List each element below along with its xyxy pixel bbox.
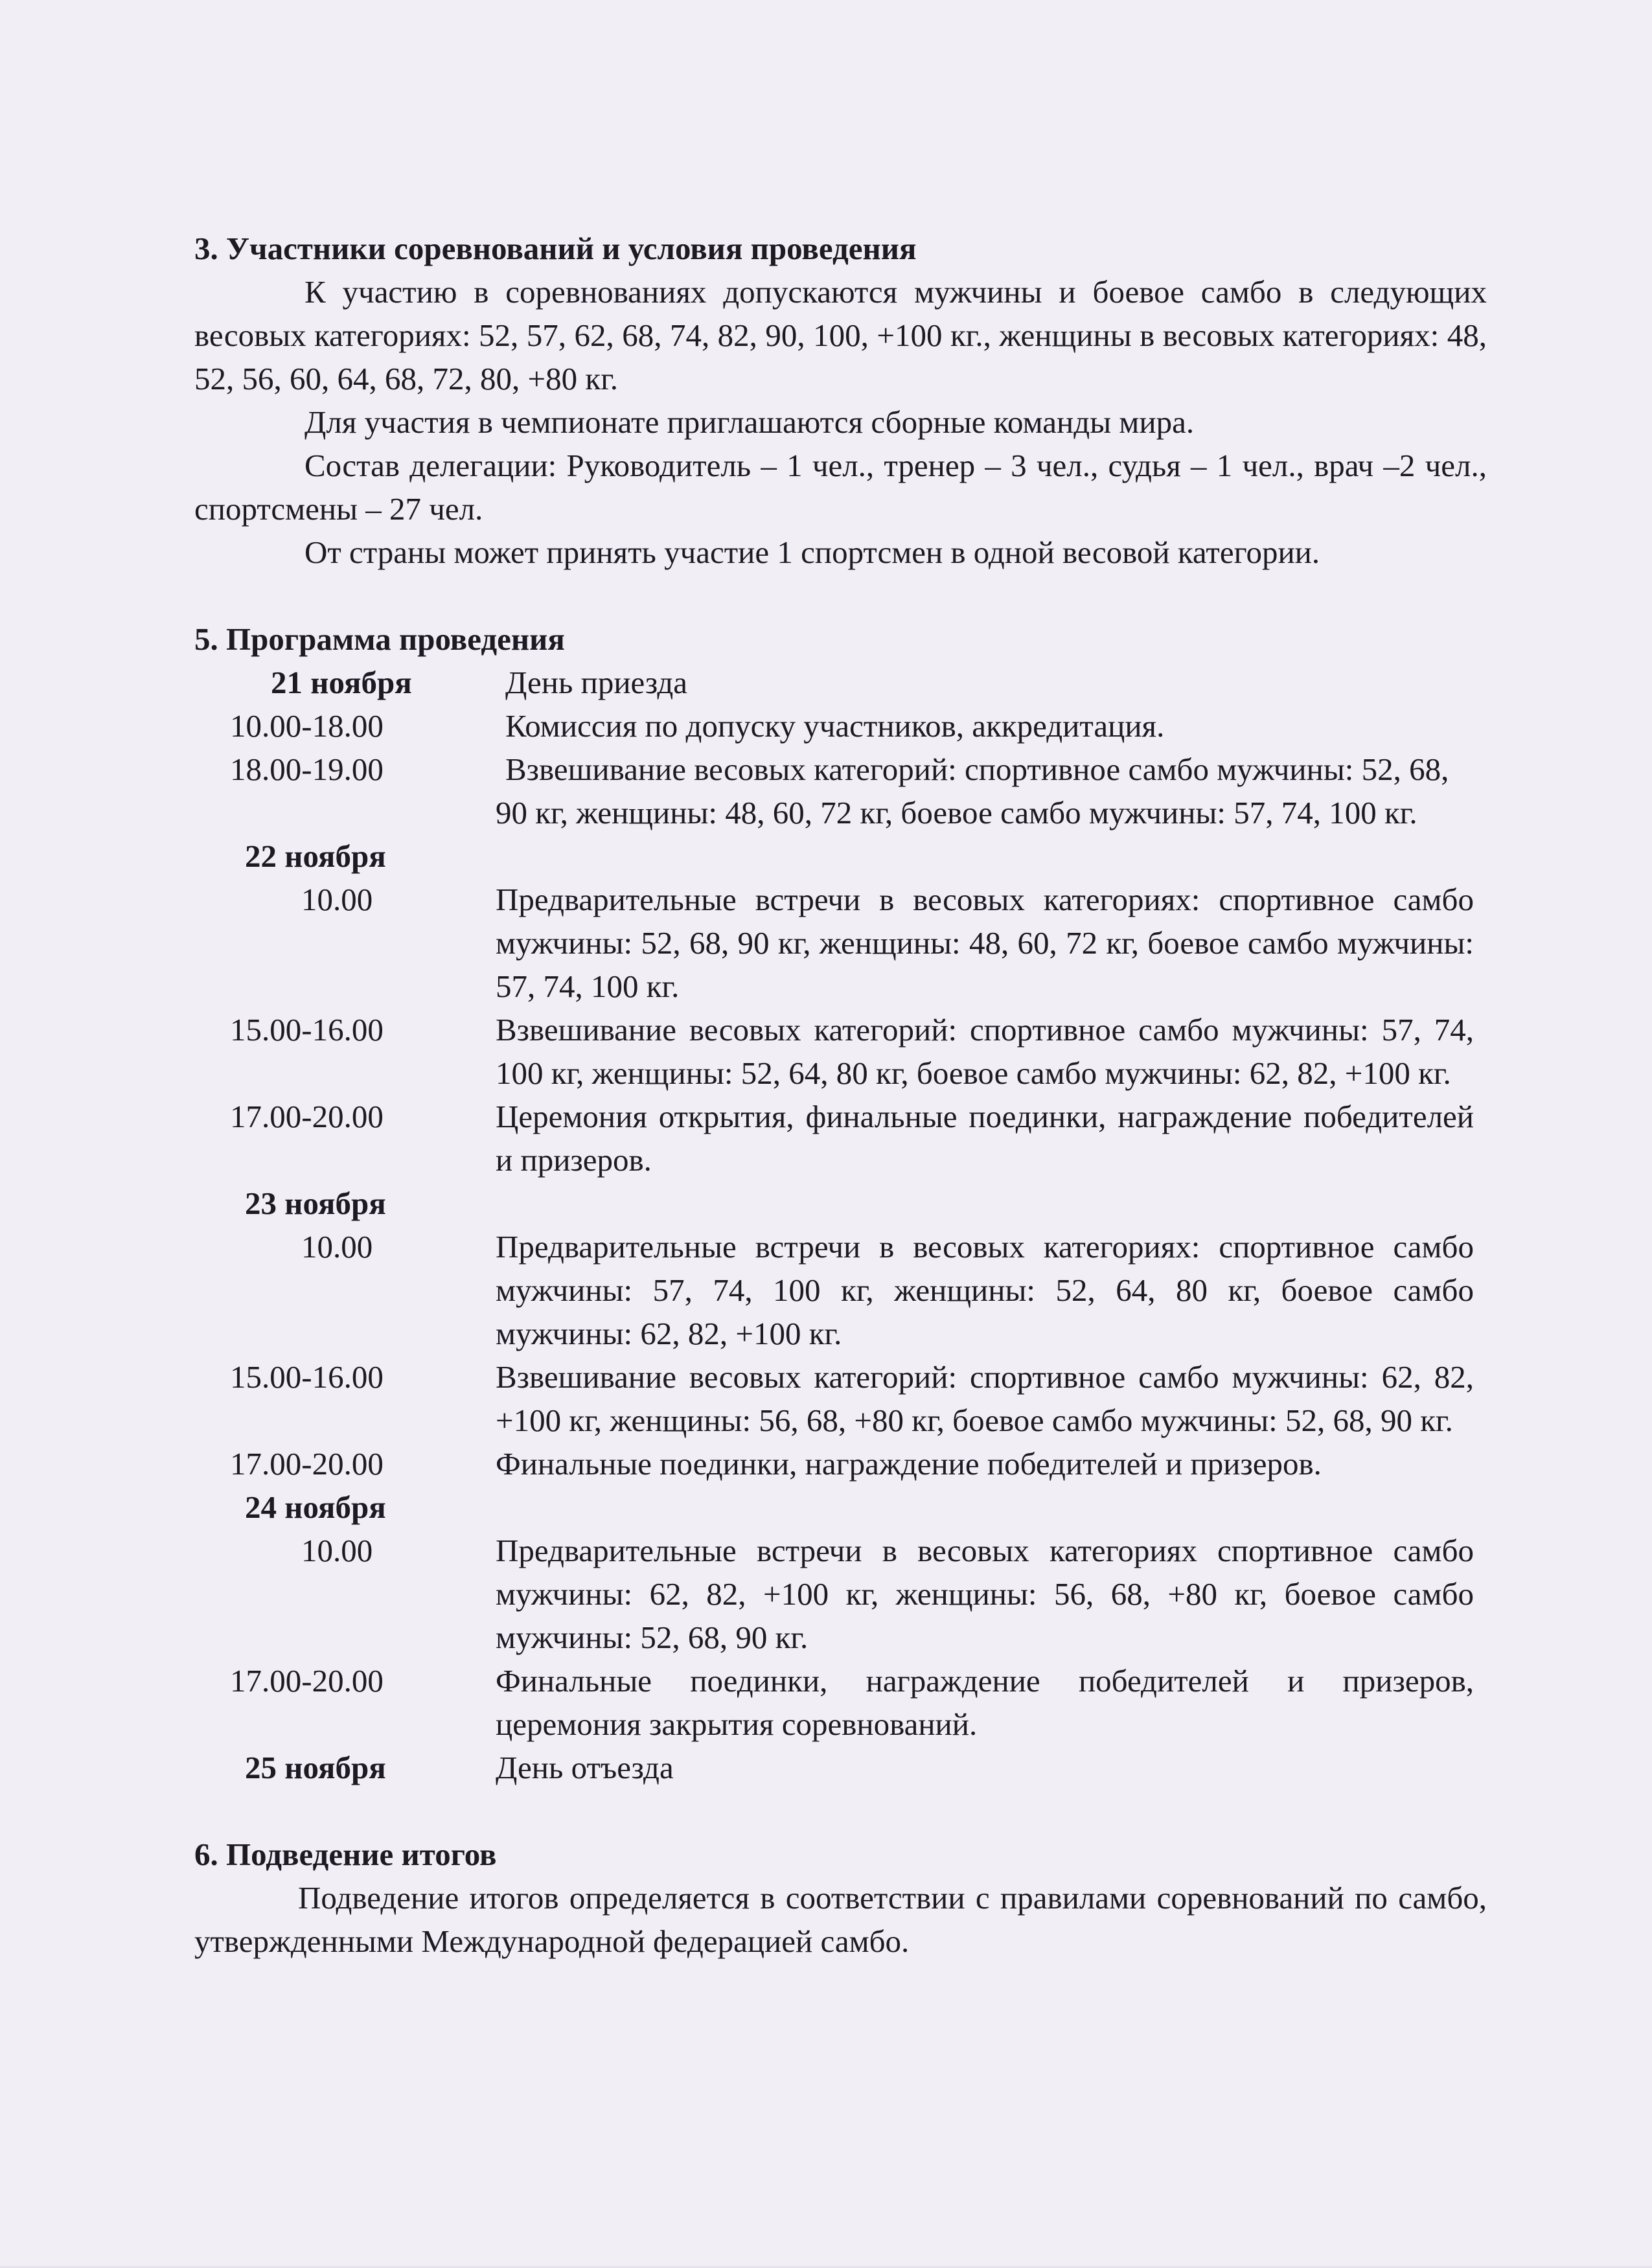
schedule-time: 17.00-20.00 xyxy=(230,1446,384,1482)
schedule-time: 10.00 xyxy=(301,882,373,917)
schedule-time: 10.00-18.00 xyxy=(230,708,384,744)
schedule-row xyxy=(194,748,1487,834)
section-6-paragraph: Подведение итогов определяется в соответствии с правилами соревнований по самбо, утвержденными Международной федерацией самбо. xyxy=(194,1880,1487,1959)
schedule-time: 18.00-19.00 xyxy=(230,751,384,787)
schedule-row xyxy=(194,1659,1487,1746)
section-3-paragraph-1: К участию в соревнованиях допускаются мужчины и боевое самбо в следующих весовых категориях: 52, 57, 62, 68, 74, 82, 90, 100, +100 кг., женщины в весовых категориях: 48, 52, 56, 60, 64, 68, 72, 80, +80 кг. xyxy=(194,274,1487,396)
schedule-description: Предварительные встречи в весовых категориях: спортивное самбо мужчины: 52, 68, 90 кг, женщины: 48, 60, 72 кг, боевое самбо мужчины: 57, 74, 100 кг. xyxy=(496,882,1474,1004)
schedule-row xyxy=(194,1746,1487,1789)
schedule-row xyxy=(194,834,1487,878)
schedule-description: Церемония открытия, финальные поединки, награждение победителей и призеров. xyxy=(496,1099,1474,1178)
schedule-time: 10.00 xyxy=(301,1229,373,1265)
document-page xyxy=(194,227,1487,1963)
schedule-row xyxy=(194,1095,1487,1182)
section-6-heading: 6. Подведение итогов xyxy=(194,1837,497,1872)
spacer xyxy=(194,1789,1487,1833)
schedule-description: Предварительные встречи в весовых категориях спортивное самбо мужчины: 62, 82, +100 кг, женщины: 56, 68, +80 кг, боевое самбо мужчины: 52, 68, 90 кг. xyxy=(496,1533,1474,1655)
schedule-row xyxy=(194,661,1487,704)
schedule-date: 22 ноября xyxy=(245,838,386,874)
schedule-row xyxy=(194,1008,1487,1095)
section-3-paragraph-3: Состав делегации: Руководитель – 1 чел., тренер – 3 чел., судья – 1 чел., врач –2 чел., спортсмены – 27 чел. xyxy=(194,448,1487,527)
schedule-time: 15.00-16.00 xyxy=(230,1012,384,1048)
schedule-description: Финальные поединки, награждение победителей и призеров. xyxy=(496,1446,1322,1482)
schedule-row xyxy=(194,704,1487,748)
schedule-row xyxy=(194,1182,1487,1225)
schedule-description: Комиссия по допуску участников, аккредитация. xyxy=(505,708,1165,744)
schedule-row xyxy=(194,1529,1487,1659)
schedule-row xyxy=(194,1355,1487,1442)
schedule-date: 23 ноября xyxy=(245,1186,386,1221)
section-5-heading: 5. Программа проведения xyxy=(194,621,565,657)
section-3-heading: 3. Участники соревнований и условия проведения xyxy=(194,231,917,266)
schedule-description: День отъезда xyxy=(496,1750,674,1785)
section-3-paragraph-4: От страны может принять участие 1 спортсмен в одной весовой категории. xyxy=(304,534,1320,570)
schedule-row xyxy=(194,1485,1487,1529)
schedule-time: 17.00-20.00 xyxy=(230,1099,384,1134)
schedule-date: 21 ноября xyxy=(271,665,412,700)
schedule-row xyxy=(194,1225,1487,1355)
schedule-date: 25 ноября xyxy=(245,1750,386,1785)
schedule-time: 15.00-16.00 xyxy=(230,1359,384,1395)
schedule-time: 17.00-20.00 xyxy=(230,1663,384,1699)
schedule-row xyxy=(194,1442,1487,1485)
schedule-time: 10.00 xyxy=(301,1533,373,1568)
spacer xyxy=(194,574,1487,617)
schedule-description: Взвешивание весовых категорий: спортивное самбо мужчины: 62, 82, +100 кг, женщины: 56, 68, +80 кг, боевое самбо мужчины: 52, 68, 90 кг. xyxy=(496,1359,1474,1438)
section-3-paragraph-2: Для участия в чемпионате приглашаются сборные команды мира. xyxy=(304,404,1195,440)
schedule-date: 24 ноября xyxy=(245,1489,386,1525)
schedule-description: Взвешивание весовых категорий: спортивное самбо мужчины: 52, 68, 90 кг, женщины: 48, 60, 72 кг, боевое самбо мужчины: 57, 74, 100 кг. xyxy=(496,751,1449,830)
schedule-row xyxy=(194,878,1487,1008)
schedule-description: Взвешивание весовых категорий: спортивное самбо мужчины: 57, 74, 100 кг, женщины: 52, 64, 80 кг, боевое самбо мужчины: 62, 82, +100 кг. xyxy=(496,1012,1474,1091)
schedule-table xyxy=(194,661,1487,1789)
schedule-description: Предварительные встречи в весовых категориях: спортивное самбо мужчины: 57, 74, 100 кг, женщины: 52, 64, 80 кг, боевое самбо мужчины: 62, 82, +100 кг. xyxy=(496,1229,1474,1351)
schedule-description: Финальные поединки, награждение победителей и призеров, церемония закрытия соревнований. xyxy=(496,1663,1474,1742)
schedule-description: День приезда xyxy=(505,665,688,700)
